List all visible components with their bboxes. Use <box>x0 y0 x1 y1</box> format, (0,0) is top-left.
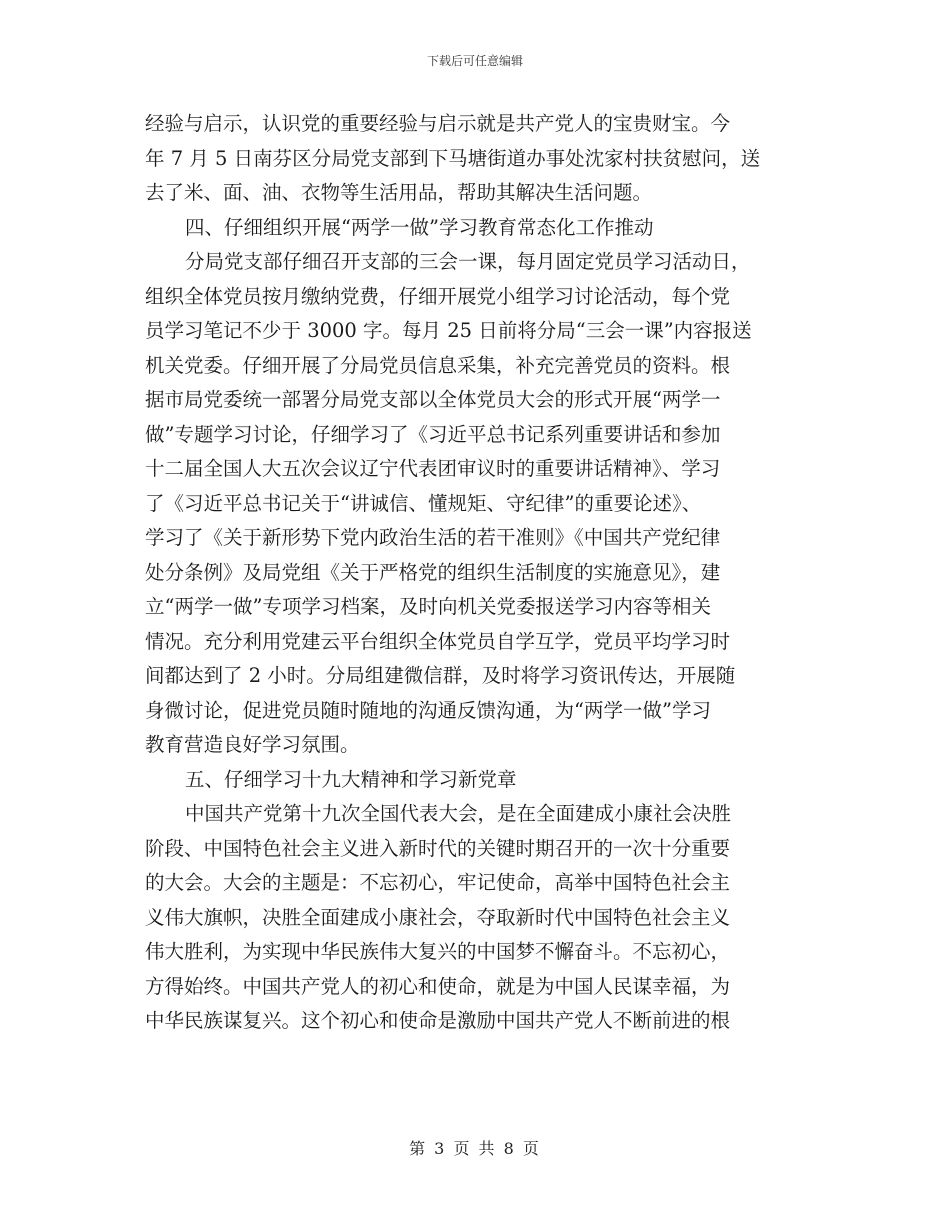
text-line: 中华民族谋复兴。这个初心和使命是激励中国共产党人不断前进的根 <box>145 1009 731 1032</box>
text-line: 年 7 月 5 日南芬区分局党支部到下马塘街道办事处沈家村扶贫慰问，送 <box>145 146 761 170</box>
text-line: 教育营造良好学习氛围。 <box>145 733 360 756</box>
text-line: 十二届全国人大五次会议辽宁代表团审议时的重要讲话精神》、学习 <box>145 457 721 480</box>
text-line: 间都达到了 2 小时。分局组建微信群，及时将学习资讯传达，开展随 <box>145 664 736 687</box>
text-line: 伟大胜利，为实现中华民族伟大复兴的中国梦不懈奋斗。不忘初心， <box>145 940 731 963</box>
text-line: 身微讨论，促进党员随时随地的沟通反馈沟通，为“两学一做”学习 <box>145 698 711 722</box>
text-line: 的大会。大会的主题是：不忘初心，牢记使命，高举中国特色社会主 <box>145 871 731 894</box>
text-line: 机关党委。仔细开展了分局党员信息采集，补充完善党员的资料。根 <box>145 353 731 377</box>
text-line: 了《习近平总书记关于“讲诚信、懂规矩、守纪律”的重要论述》、 <box>145 491 702 515</box>
text-line: 四、仔细组织开展“两学一做”学习教育常态化工作推动 <box>185 215 654 239</box>
text-line: 分局党支部仔细召开支部的三会一课，每月固定党员学习活动日， <box>185 250 751 273</box>
text-line: 组织全体党员按月缴纳党费，仔细开展党小组学习讨论活动，每个党 <box>145 284 731 308</box>
text-line: 学习了《关于新形势下党内政治生活的若干准则》《中国共产党纪律 <box>145 526 721 549</box>
text-line: 义伟大旗帜，决胜全面建成小康社会，夺取新时代中国特色社会主义 <box>145 905 731 929</box>
text-line: 立“两学一做”专项学习档案，及时向机关党委报送学习内容等相关 <box>145 595 711 618</box>
text-line: 方得始终。中国共产党人的初心和使命，就是为中国人民谋幸福，为 <box>145 974 731 998</box>
page-number: 第 3 页 共 8 页 <box>409 1139 541 1158</box>
text-line: 去了米、面、油、衣物等生活用品，帮助其解决生活问题。 <box>145 181 653 204</box>
document-body <box>145 107 810 1039</box>
text-line: 处分条例》及局党组《关于严格党的组织生活制度的实施意见》，建 <box>145 560 721 584</box>
text-line: 中国共产党第十九次全国代表大会，是在全面建成小康社会决胜 <box>185 802 732 825</box>
text-line: 情况。充分利用党建云平台组织全体党员自学互学，党员平均学习时 <box>145 629 731 653</box>
page-header-note: 下载后可任意编辑 <box>426 54 523 68</box>
text-line: 员学习笔记不少于 3000 字。每月 25 日前将分局“三会一课”内容报送 <box>145 319 752 342</box>
text-line: 五、仔细学习十九大精神和学习新党章 <box>185 767 517 791</box>
text-line: 据市局党委统一部署分局党支部以全体党员大会的形式开展“两学一 <box>145 388 721 411</box>
text-line: 阶段、中国特色社会主义进入新时代的关键时期召开的一次十分重要 <box>145 836 731 860</box>
text-line: 经验与启示，认识党的重要经验与启示就是共产党人的宝贵财宝。今 <box>145 112 731 135</box>
text-line: 做”专题学习讨论，仔细学习了《习近平总书记系列重要讲话和参加 <box>145 422 721 446</box>
